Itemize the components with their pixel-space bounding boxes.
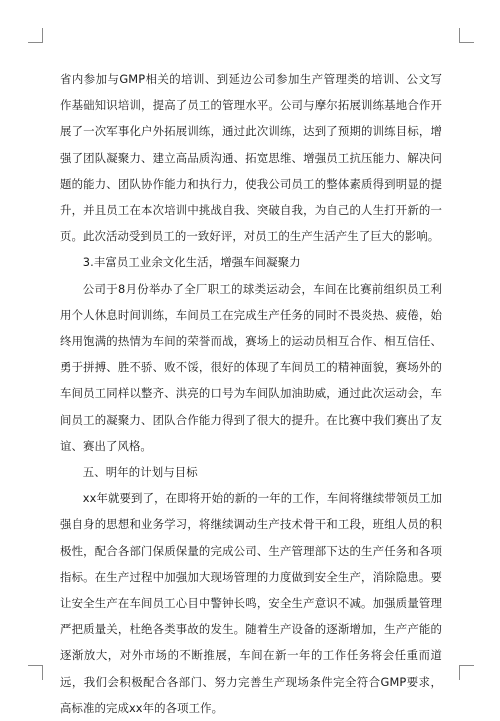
paragraph-sports-meeting: 公司于8月份举办了全厂职工的球类运动会，车间在比赛前组织员工利用个人休息时间训练，车间员工在完成生产任务的同时不畏炎热、疲倦，始终用饱满的热情为车间的荣誉而战，赛场上的运动员相互合作、相互信任、勇于拼搏、胜不骄、败不馁，很好的体现了车间员工的精神面貌，赛场外的车间员工同样以整齐、洪亮的口号为车间队加油助威，通过此次运动会，车间员工的凝聚力、团队合作能力得到了很大的提升。在比赛中我们赛出了友谊、赛出了风格。 bbox=[60, 281, 442, 453]
paragraph-next-year-goals: xx年就要到了，在即将开始的新的一年的工作，车间将继续带领员工加强自身的思想和业务学习，将继续调动生产技术骨干和工段，班组人员的积极性，配合各部门保质保量的完成公司、生产管理部下达的生产任务和各项指标。在生产过程中加强加大现场管理的力度做到安全生产，消除隐患。要让安全生产在车间员工心目中警钟长鸣，安全生产意识不减。加强质量管理严把质量关，杜绝各类事故的发生。随着生产设备的逐渐增加，生产产能的逐渐放大，对外市场的不断推展，车间在新一年的工作任务将会任重而道远，我们会积极配合各部门、努力完善生产现场条件完全符合GMP要求，高标准的完成xx年的各项工作。 bbox=[60, 491, 442, 715]
crop-mark-bottom-left bbox=[28, 665, 43, 680]
paragraph-training-outcomes: 省内参加与GMP相关的培训、到延边公司参加生产管理类的培训、公文写作基础知识培训，提高了员工的管理水平。公司与摩尔拓展训练基地合作开展了一次军事化户外拓展训练，通过此次训练，达到了预期的训练目标，增强了团队凝聚力、建立高品质沟通、拓宽思维、增强员工抗压能力、解决问题的能力、团队协作能力和执行力，使我公司员工的整体素质得到明显的提升，并且员工在本次培训中挑战自我、突破自我，为自己的人生打开新的一页。此次活动受到员工的一致好评，对员工的生产生活产生了巨大的影响。 bbox=[60, 72, 442, 244]
crop-mark-top-left bbox=[28, 28, 43, 43]
crop-mark-top-right bbox=[459, 28, 474, 43]
crop-mark-bottom-right bbox=[459, 665, 474, 680]
section-heading-next-year-plan: 五、明年的计划与目标 bbox=[82, 465, 198, 480]
section-heading-cultural-life: 3.丰富员工业余文化生活，增强车间凝聚力 bbox=[82, 255, 301, 270]
document-body bbox=[60, 66, 442, 721]
